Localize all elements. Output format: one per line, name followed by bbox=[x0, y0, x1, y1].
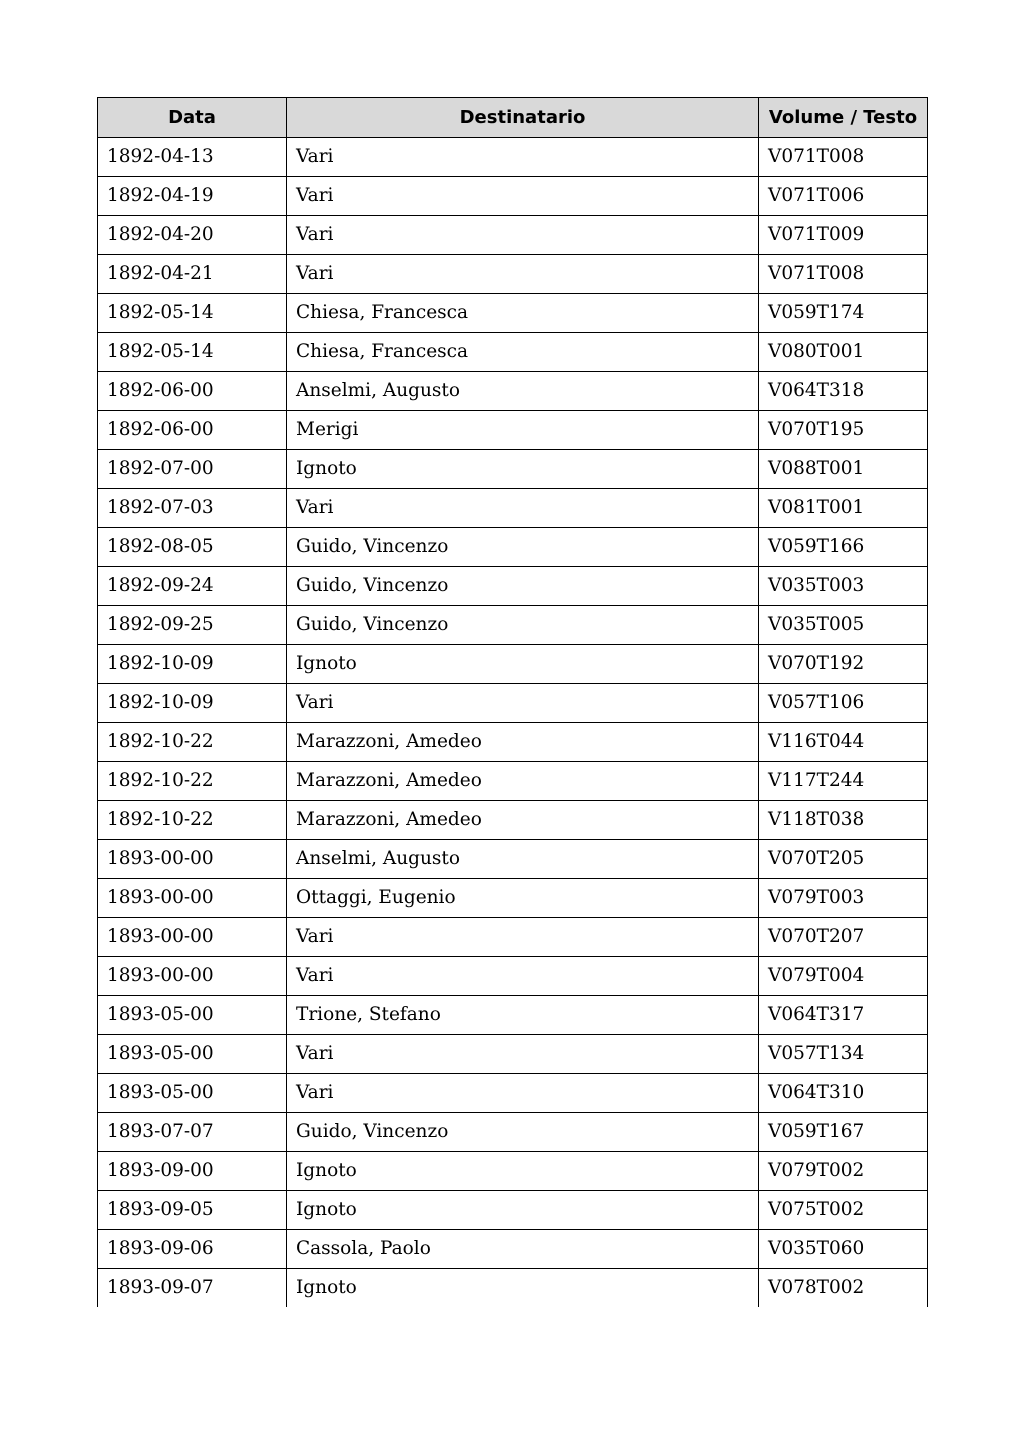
cell-recipient: Vari bbox=[287, 216, 759, 255]
cell-volume: V071T008 bbox=[759, 138, 928, 177]
cell-date: 1892-07-03 bbox=[98, 489, 287, 528]
cell-recipient: Vari bbox=[287, 918, 759, 957]
table-row bbox=[98, 645, 928, 684]
cell-date: 1892-04-13 bbox=[98, 138, 287, 177]
column-header-recipient: Destinatario bbox=[287, 98, 759, 138]
table-row bbox=[98, 801, 928, 840]
cell-volume: V070T192 bbox=[759, 645, 928, 684]
cell-date: 1893-09-00 bbox=[98, 1152, 287, 1191]
table-row bbox=[98, 138, 928, 177]
cell-volume: V075T002 bbox=[759, 1191, 928, 1230]
cell-volume: V070T195 bbox=[759, 411, 928, 450]
cell-date: 1892-09-24 bbox=[98, 567, 287, 606]
cell-date: 1892-04-19 bbox=[98, 177, 287, 216]
cell-volume: V035T005 bbox=[759, 606, 928, 645]
cell-recipient: Vari bbox=[287, 138, 759, 177]
cell-recipient: Vari bbox=[287, 177, 759, 216]
cell-date: 1892-06-00 bbox=[98, 411, 287, 450]
cell-recipient: Ignoto bbox=[287, 450, 759, 489]
cell-recipient: Ignoto bbox=[287, 1152, 759, 1191]
cell-recipient: Cassola, Paolo bbox=[287, 1230, 759, 1269]
cell-date: 1892-04-20 bbox=[98, 216, 287, 255]
cell-recipient: Guido, Vincenzo bbox=[287, 1113, 759, 1152]
cell-volume: V079T003 bbox=[759, 879, 928, 918]
cell-date: 1893-09-06 bbox=[98, 1230, 287, 1269]
cell-recipient: Chiesa, Francesca bbox=[287, 294, 759, 333]
cell-date: 1892-04-21 bbox=[98, 255, 287, 294]
table-row bbox=[98, 333, 928, 372]
cell-recipient: Marazzoni, Amedeo bbox=[287, 762, 759, 801]
cell-volume: V057T106 bbox=[759, 684, 928, 723]
table-row bbox=[98, 294, 928, 333]
table-header-row bbox=[98, 98, 928, 138]
column-header-date: Data bbox=[98, 98, 287, 138]
cell-volume: V064T317 bbox=[759, 996, 928, 1035]
table-row bbox=[98, 372, 928, 411]
cell-date: 1893-00-00 bbox=[98, 918, 287, 957]
cell-date: 1892-10-09 bbox=[98, 645, 287, 684]
cell-recipient: Marazzoni, Amedeo bbox=[287, 801, 759, 840]
cell-volume: V088T001 bbox=[759, 450, 928, 489]
cell-date: 1893-09-05 bbox=[98, 1191, 287, 1230]
table-row bbox=[98, 918, 928, 957]
cell-date: 1893-07-07 bbox=[98, 1113, 287, 1152]
cell-recipient: Marazzoni, Amedeo bbox=[287, 723, 759, 762]
cell-recipient: Vari bbox=[287, 1035, 759, 1074]
table-row bbox=[98, 1035, 928, 1074]
cell-date: 1892-10-22 bbox=[98, 801, 287, 840]
cell-date: 1893-00-00 bbox=[98, 957, 287, 996]
table-row bbox=[98, 411, 928, 450]
cell-volume: V035T060 bbox=[759, 1230, 928, 1269]
cell-volume: V071T008 bbox=[759, 255, 928, 294]
table-row bbox=[98, 957, 928, 996]
cell-volume: V059T167 bbox=[759, 1113, 928, 1152]
cell-recipient: Vari bbox=[287, 255, 759, 294]
cell-recipient: Ignoto bbox=[287, 645, 759, 684]
cell-recipient: Anselmi, Augusto bbox=[287, 372, 759, 411]
table-row bbox=[98, 879, 928, 918]
cell-volume: V078T002 bbox=[759, 1269, 928, 1308]
cell-volume: V117T244 bbox=[759, 762, 928, 801]
cell-recipient: Vari bbox=[287, 1074, 759, 1113]
cell-volume: V070T207 bbox=[759, 918, 928, 957]
cell-volume: V118T038 bbox=[759, 801, 928, 840]
cell-date: 1892-07-00 bbox=[98, 450, 287, 489]
table-row bbox=[98, 996, 928, 1035]
cell-recipient: Anselmi, Augusto bbox=[287, 840, 759, 879]
table-row bbox=[98, 255, 928, 294]
cell-date: 1892-06-00 bbox=[98, 372, 287, 411]
table-row bbox=[98, 1269, 928, 1308]
cell-date: 1893-00-00 bbox=[98, 879, 287, 918]
table-row bbox=[98, 606, 928, 645]
table-row bbox=[98, 450, 928, 489]
table-row bbox=[98, 840, 928, 879]
cell-volume: V059T166 bbox=[759, 528, 928, 567]
cell-date: 1892-10-22 bbox=[98, 762, 287, 801]
cell-recipient: Chiesa, Francesca bbox=[287, 333, 759, 372]
table-row bbox=[98, 1191, 928, 1230]
table-row bbox=[98, 762, 928, 801]
cell-volume: V064T318 bbox=[759, 372, 928, 411]
cell-recipient: Merigi bbox=[287, 411, 759, 450]
cell-recipient: Guido, Vincenzo bbox=[287, 528, 759, 567]
cell-recipient: Ignoto bbox=[287, 1269, 759, 1308]
cell-date: 1893-05-00 bbox=[98, 1035, 287, 1074]
cell-date: 1893-05-00 bbox=[98, 1074, 287, 1113]
cell-volume: V035T003 bbox=[759, 567, 928, 606]
cell-date: 1893-09-07 bbox=[98, 1269, 287, 1308]
cell-volume: V059T174 bbox=[759, 294, 928, 333]
cell-date: 1892-10-09 bbox=[98, 684, 287, 723]
cell-date: 1892-10-22 bbox=[98, 723, 287, 762]
table-row bbox=[98, 528, 928, 567]
cell-volume: V079T002 bbox=[759, 1152, 928, 1191]
cell-date: 1892-05-14 bbox=[98, 294, 287, 333]
cell-volume: V071T006 bbox=[759, 177, 928, 216]
cell-recipient: Vari bbox=[287, 684, 759, 723]
cell-volume: V081T001 bbox=[759, 489, 928, 528]
table-row bbox=[98, 567, 928, 606]
cell-volume: V079T004 bbox=[759, 957, 928, 996]
cell-volume: V080T001 bbox=[759, 333, 928, 372]
cell-recipient: Guido, Vincenzo bbox=[287, 567, 759, 606]
column-header-volume: Volume / Testo bbox=[759, 98, 928, 138]
cell-recipient: Vari bbox=[287, 489, 759, 528]
table-row bbox=[98, 723, 928, 762]
table-row bbox=[98, 177, 928, 216]
table-row bbox=[98, 1074, 928, 1113]
cell-volume: V071T009 bbox=[759, 216, 928, 255]
table-body bbox=[98, 138, 928, 1308]
cell-volume: V064T310 bbox=[759, 1074, 928, 1113]
table-row bbox=[98, 1152, 928, 1191]
cell-recipient: Vari bbox=[287, 957, 759, 996]
cell-date: 1892-09-25 bbox=[98, 606, 287, 645]
cell-recipient: Ignoto bbox=[287, 1191, 759, 1230]
cell-volume: V057T134 bbox=[759, 1035, 928, 1074]
cell-date: 1892-08-05 bbox=[98, 528, 287, 567]
cell-volume: V116T044 bbox=[759, 723, 928, 762]
cell-date: 1893-00-00 bbox=[98, 840, 287, 879]
table-row bbox=[98, 1113, 928, 1152]
cell-recipient: Ottaggi, Eugenio bbox=[287, 879, 759, 918]
letters-table bbox=[97, 97, 928, 1307]
table-row bbox=[98, 489, 928, 528]
cell-date: 1893-05-00 bbox=[98, 996, 287, 1035]
cell-recipient: Guido, Vincenzo bbox=[287, 606, 759, 645]
cell-volume: V070T205 bbox=[759, 840, 928, 879]
cell-recipient: Trione, Stefano bbox=[287, 996, 759, 1035]
table-row bbox=[98, 684, 928, 723]
table-row bbox=[98, 1230, 928, 1269]
table-row bbox=[98, 216, 928, 255]
cell-date: 1892-05-14 bbox=[98, 333, 287, 372]
